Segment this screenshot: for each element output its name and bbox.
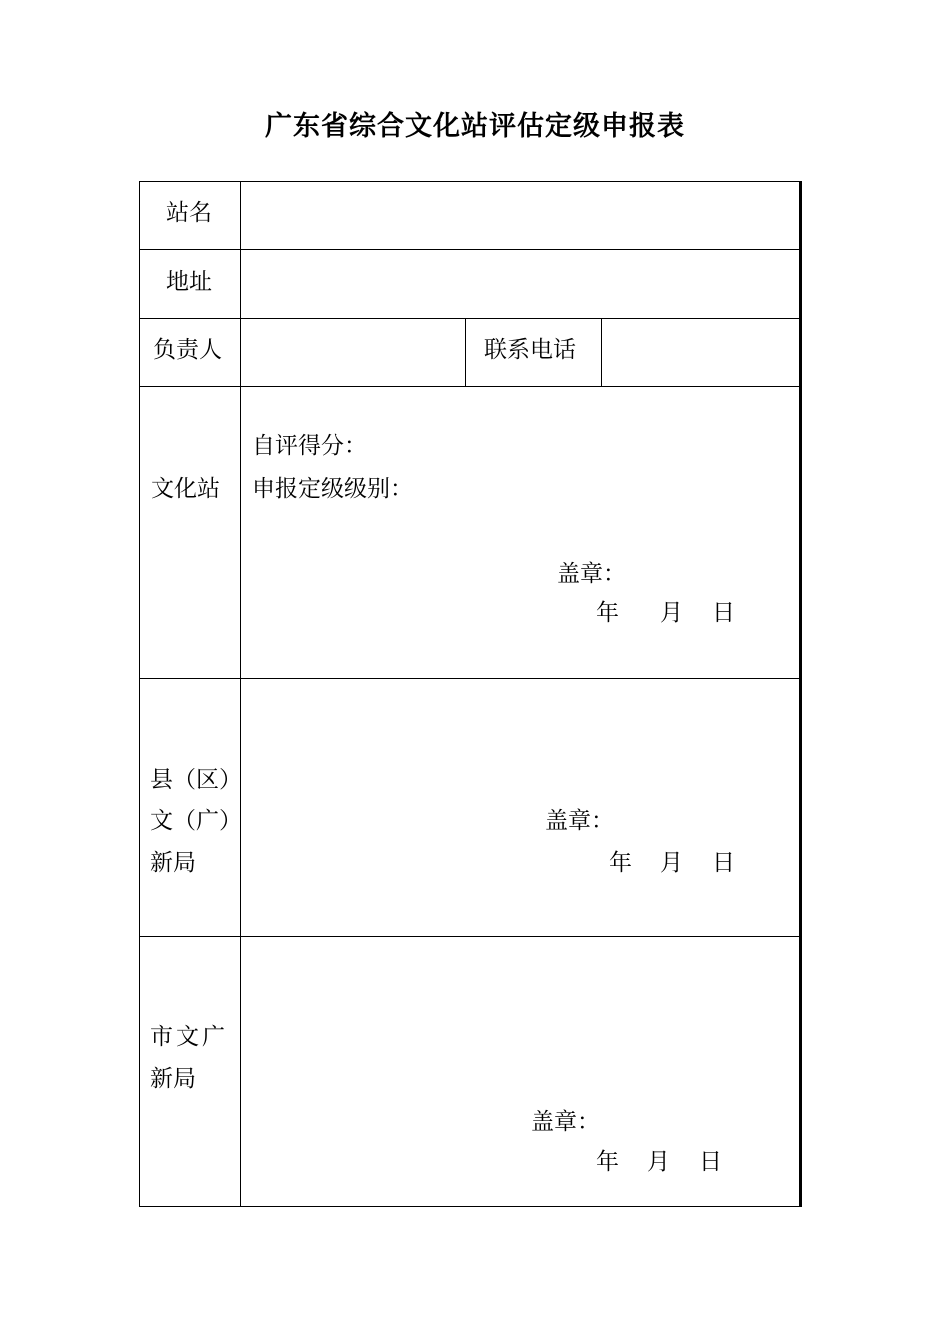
- city-label-line-1: 市文广: [150, 1024, 228, 1050]
- table-border-bottom: [139, 1206, 802, 1207]
- city-label-line-2: 新局: [150, 1066, 196, 1092]
- city-date-month: 月: [647, 1149, 670, 1175]
- county-label-line-2: 文（广）: [150, 808, 242, 834]
- city-content-area[interactable]: [242, 938, 798, 1018]
- row-divider-4: [139, 678, 800, 679]
- county-date-month: 月: [660, 850, 683, 876]
- city-date-day: 日: [699, 1149, 722, 1175]
- phone-field[interactable]: [603, 320, 798, 385]
- phone-label: 联系电话: [484, 337, 576, 363]
- row-divider-1: [139, 249, 800, 250]
- self-score-label: 自评得分：: [252, 433, 367, 459]
- county-content-area[interactable]: [242, 680, 798, 760]
- table-border-right: [799, 181, 802, 1207]
- row-divider-5: [139, 936, 800, 937]
- contact-divider-1: [465, 318, 466, 387]
- city-seal-label: 盖章：: [531, 1109, 600, 1135]
- address-label: 地址: [166, 269, 212, 295]
- station-name-field[interactable]: [242, 183, 798, 248]
- county-label-line-1: 县（区）: [150, 767, 242, 793]
- station-content-area[interactable]: [242, 388, 798, 428]
- table-border-top: [139, 181, 802, 182]
- station-section-label: 文化站: [151, 476, 220, 502]
- station-date-day: 日: [712, 600, 735, 626]
- county-seal-label: 盖章：: [545, 808, 614, 834]
- form-title: 广东省综合文化站评估定级申报表: [265, 111, 685, 142]
- county-date-day: 日: [712, 850, 735, 876]
- station-seal-label: 盖章：: [557, 561, 626, 587]
- county-label-line-3: 新局: [150, 850, 196, 876]
- station-name-label: 站名: [166, 200, 212, 226]
- apply-level-label: 申报定级级别：: [252, 476, 413, 502]
- person-in-charge-label: 负责人: [153, 337, 222, 363]
- county-date-year: 年: [609, 850, 632, 876]
- table-border-left: [139, 181, 140, 1207]
- label-column-divider: [240, 181, 241, 1207]
- row-divider-3: [139, 386, 800, 387]
- person-in-charge-field[interactable]: [242, 320, 464, 385]
- station-date-year: 年: [596, 600, 619, 626]
- station-date-month: 月: [660, 600, 683, 626]
- row-divider-2: [139, 318, 800, 319]
- contact-divider-2: [601, 318, 602, 387]
- address-field[interactable]: [242, 251, 798, 317]
- city-date-year: 年: [596, 1149, 619, 1175]
